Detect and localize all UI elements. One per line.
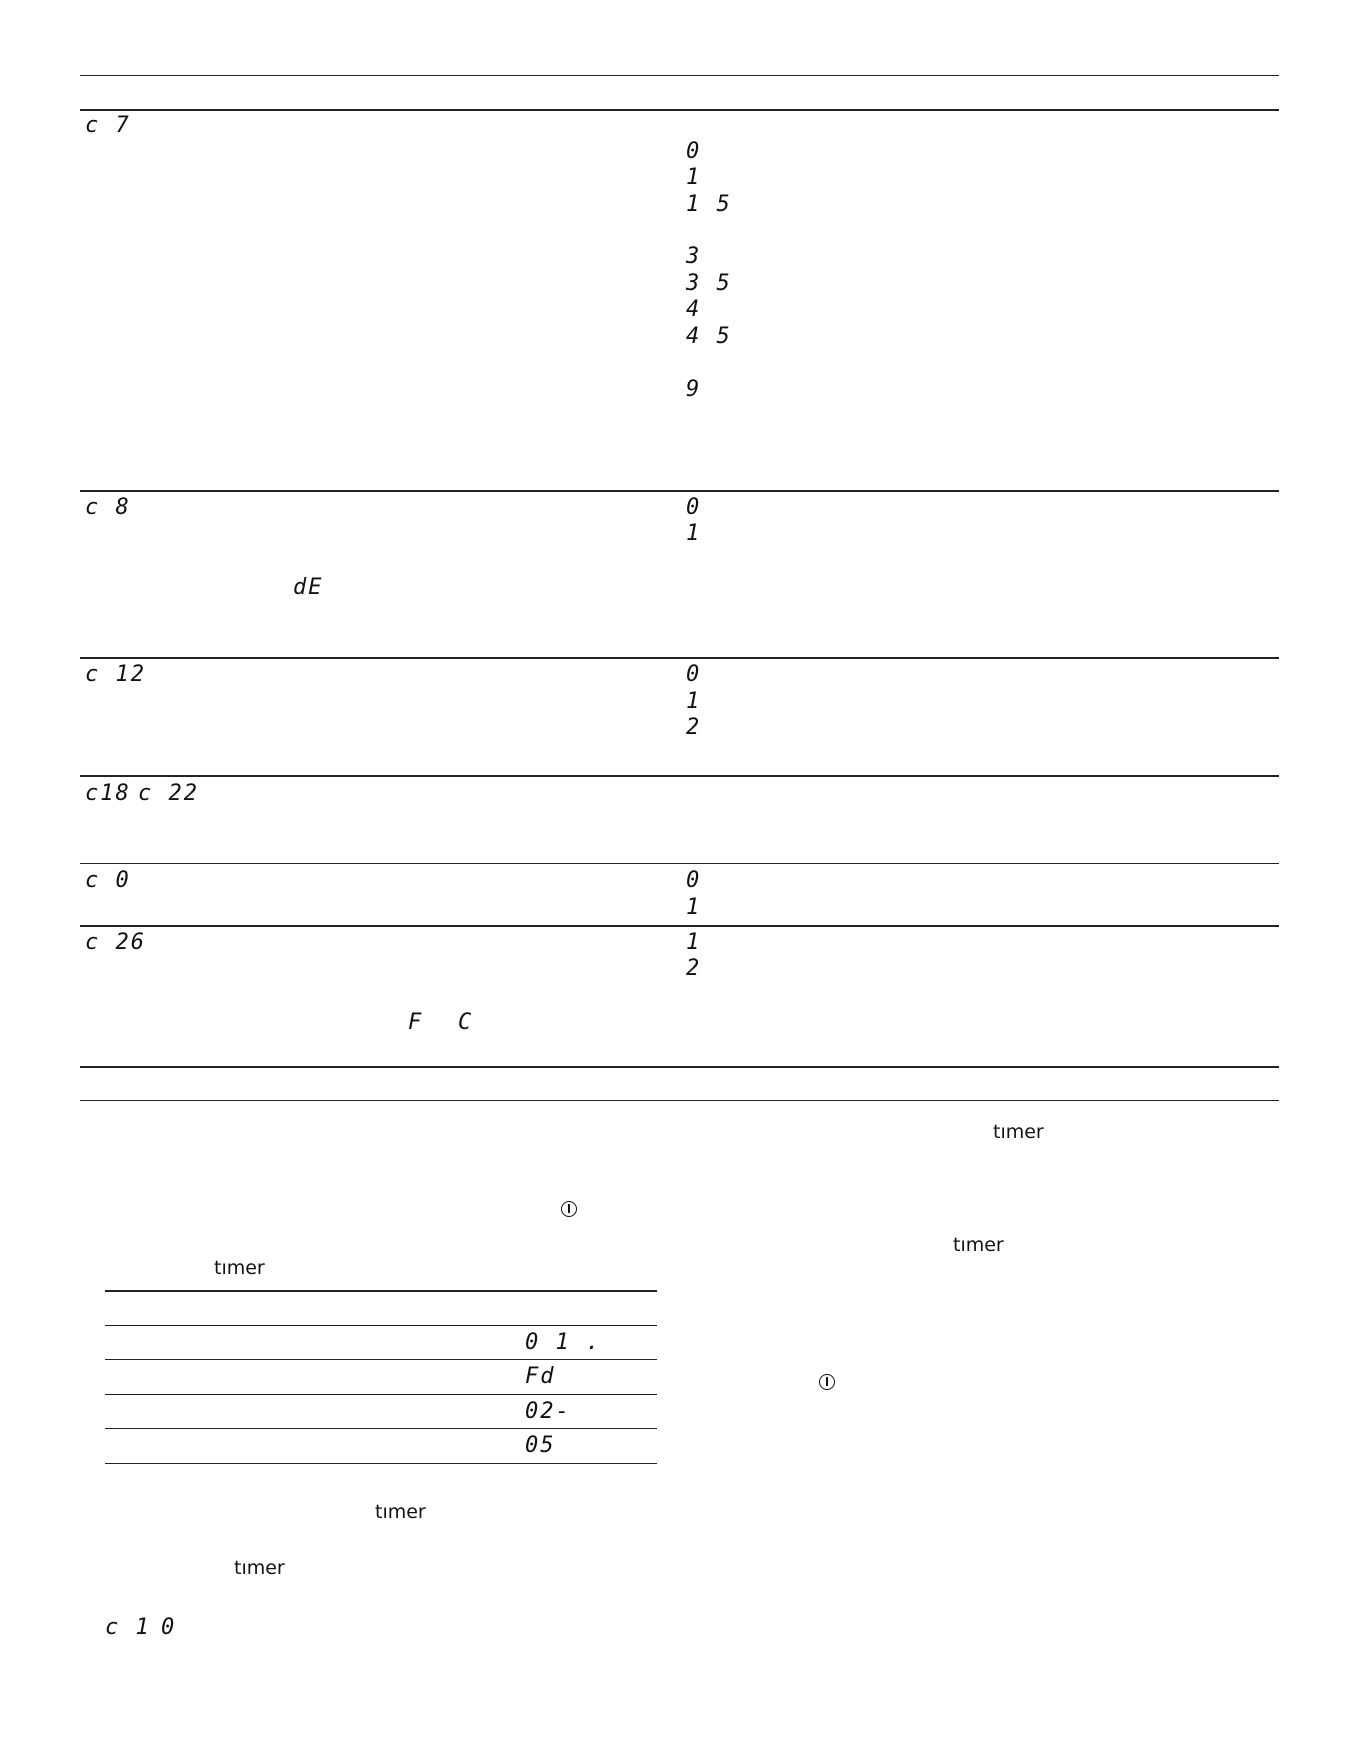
display-code-de: dE bbox=[293, 575, 324, 600]
setting-value: 1 bbox=[686, 689, 702, 714]
timer-label: tımer bbox=[953, 1234, 1004, 1256]
setting-value: 0 bbox=[686, 139, 702, 164]
power-icon bbox=[561, 1201, 577, 1217]
row-divider bbox=[80, 775, 1279, 777]
display-value: 02- bbox=[525, 1399, 571, 1424]
setting-value: 1 5 bbox=[686, 192, 732, 217]
setting-value: 1 bbox=[686, 521, 702, 546]
setting-value: 3 5 bbox=[686, 271, 732, 296]
setting-value: 1 bbox=[686, 165, 702, 190]
display-table-top-border bbox=[105, 1290, 657, 1292]
display-code-celsius: C bbox=[458, 1010, 474, 1035]
timer-label: tımer bbox=[375, 1501, 426, 1523]
display-code-fahrenheit: F bbox=[408, 1010, 424, 1035]
setting-code-range-start: c18 bbox=[85, 781, 131, 806]
setting-code: c 7 bbox=[85, 113, 131, 138]
setting-value: 2 bbox=[686, 956, 702, 981]
setting-code-range-end: c 22 bbox=[138, 781, 199, 806]
power-icon bbox=[819, 1374, 835, 1390]
setting-value: 4 5 bbox=[686, 324, 732, 349]
setting-value: 9 bbox=[686, 377, 702, 402]
setting-value: 2 bbox=[686, 715, 702, 740]
timer-label: tımer bbox=[993, 1121, 1044, 1143]
setting-code: c 12 bbox=[85, 662, 146, 687]
footer-setting-code: c 1 bbox=[105, 1615, 151, 1640]
row-divider bbox=[80, 490, 1279, 492]
display-value: 05 bbox=[525, 1433, 556, 1458]
row-divider bbox=[80, 925, 1279, 927]
setting-code: c 8 bbox=[85, 495, 131, 520]
row-divider bbox=[80, 657, 1279, 659]
timer-label: tımer bbox=[234, 1557, 285, 1579]
setting-value: 0 bbox=[686, 662, 702, 687]
display-table-divider bbox=[105, 1325, 657, 1326]
setting-code: c 26 bbox=[85, 930, 146, 955]
section-rule bbox=[80, 1100, 1279, 1101]
setting-code: c 0 bbox=[85, 868, 131, 893]
setting-value: 1 bbox=[686, 930, 702, 955]
display-table-bottom-border bbox=[105, 1463, 657, 1464]
setting-value: 0 bbox=[686, 495, 702, 520]
table-top-border bbox=[80, 109, 1279, 111]
timer-label: tımer bbox=[214, 1257, 265, 1279]
setting-value: 4 bbox=[686, 297, 702, 322]
display-table-divider bbox=[105, 1428, 657, 1429]
footer-setting-value: 0 bbox=[161, 1615, 177, 1640]
display-value: 0 1 . bbox=[525, 1330, 602, 1355]
table-bottom-border bbox=[80, 1066, 1279, 1068]
setting-value: 0 bbox=[686, 868, 702, 893]
display-table-divider bbox=[105, 1394, 657, 1395]
setting-value: 1 bbox=[686, 895, 702, 920]
row-divider bbox=[80, 863, 1279, 864]
display-table-divider bbox=[105, 1359, 657, 1360]
top-rule bbox=[80, 75, 1279, 76]
setting-value: 3 bbox=[686, 244, 702, 269]
display-value: Fd bbox=[525, 1364, 556, 1389]
